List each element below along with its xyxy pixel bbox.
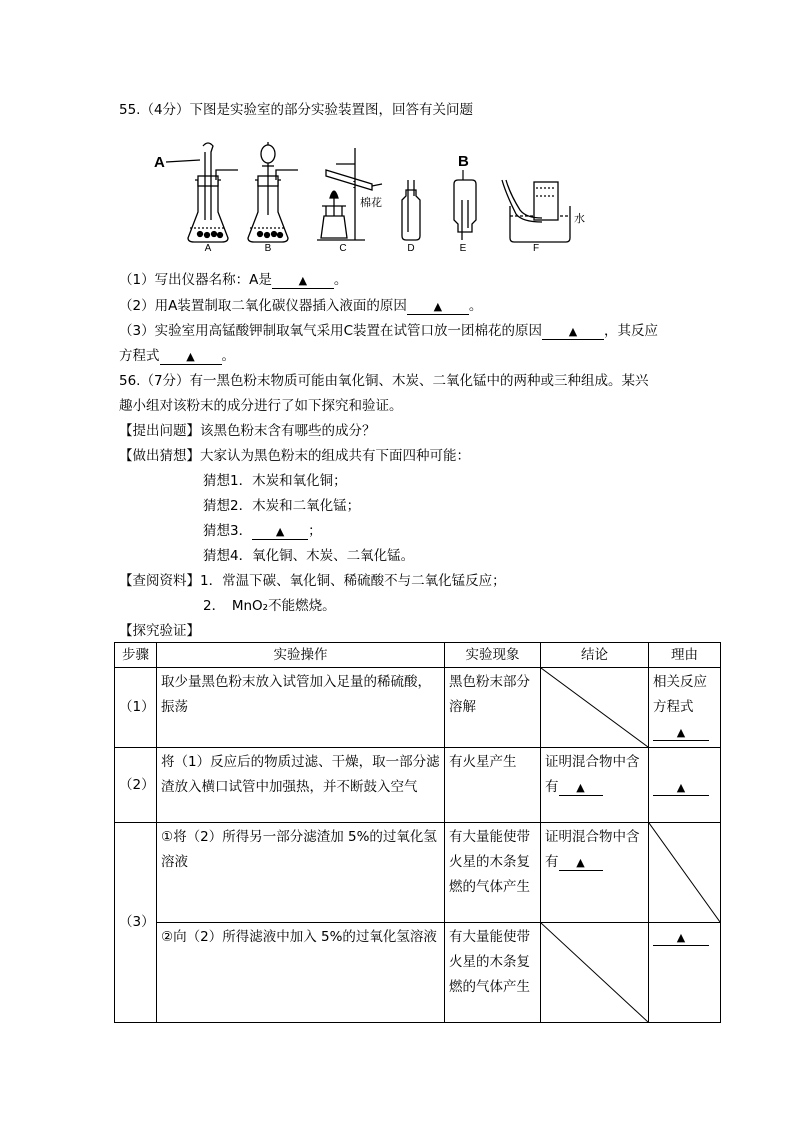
guess-2: 猜想2．木炭和二氧化锰； (203, 498, 361, 514)
table-row (115, 668, 721, 748)
q56-intro-line2: 趣小组对该粉末的成分进行了如下探究和验证。 (119, 398, 403, 414)
answer-blank[interactable]: ▲ (653, 725, 709, 741)
q56-hypothesis-head: 【做出猜想】大家认为黑色粉末的组成共有下面四种可能： (119, 448, 470, 464)
q56-intro-line1: 56.（7分）有一黑色粉末物质可能由氧化铜、木炭、二氧化锰中的两种或三种组成。某兴 (119, 373, 649, 389)
q56-question: 【提出问题】该黑色粉末含有哪些的成分？ (119, 423, 376, 439)
cotton-label: 棉花 (360, 196, 382, 209)
step-cell: （2） (115, 748, 157, 823)
pointer-b-label: B (458, 153, 469, 170)
q55-part1: （1）写出仪器名称：A是 ▲ 。 (119, 272, 348, 288)
experiment-table (114, 642, 721, 1023)
header-step: 步骤 (115, 643, 157, 668)
info-2: 2． MnO₂不能燃烧。 (203, 598, 336, 614)
info-1: 【查阅资料】1．常温下碳、氧化铜、稀硫酸不与二氧化锰反应； (119, 573, 506, 589)
header-reason: 理由 (649, 643, 721, 668)
apparatus-a (188, 143, 238, 242)
step-cell: （1） (115, 668, 157, 748)
answer-blank[interactable]: ▲ (653, 780, 709, 796)
operation-cell: ②向（2）所得滤液中加入 5%的过氧化氢溶液 (157, 923, 445, 1023)
apparatus-label-e: E (459, 243, 467, 252)
table-row (115, 923, 721, 1023)
operation-cell: ①将（2）所得另一部分滤渣加 5%的过氧化氢溶液 (157, 823, 445, 923)
operation-cell: 取少量黑色粉末放入试管加入足量的稀硫酸，振荡 (157, 668, 445, 748)
q55-part3: （3）实验室用高锰酸钾制取氧气采用C装置在试管口放一团棉花的原因 ▲ ，其反应 (119, 323, 659, 339)
table-row (115, 823, 721, 923)
table-header-row (115, 643, 721, 668)
q55-part3-line2: 方程式 ▲ 。 (119, 348, 235, 364)
answer-blank[interactable]: ▲ (559, 855, 603, 871)
apparatus-label-d: D (407, 243, 415, 252)
answer-blank[interactable]: ▲ (407, 299, 469, 315)
apparatus-label-b: B (264, 243, 272, 252)
apparatus-label-a: A (204, 243, 212, 252)
header-operation: 实验操作 (157, 643, 445, 668)
conclusion-cell: 证明混合物中含有 ▲ (541, 823, 649, 923)
pointer-a-label: A (154, 154, 165, 171)
phenomenon-cell: 有大量能使带火星的木条复燃的气体产生 (445, 823, 541, 923)
reason-cell: 相关反应方程式 ▲ (649, 668, 721, 748)
answer-blank[interactable]: ▲ (252, 524, 308, 540)
q55-intro: 55.（4分）下图是实验室的部分实验装置图，回答有关问题 (119, 102, 474, 118)
conclusion-cell: 证明混合物中含有 ▲ (541, 748, 649, 823)
apparatus-letters (205, 243, 539, 252)
q55-part2: （2）用A装置制取二氧化碳仪器插入液面的原因 ▲ 。 (119, 298, 483, 314)
empty-diagonal-cell (649, 823, 721, 923)
apparatus-figure (150, 140, 590, 252)
phenomenon-cell: 有大量能使带火星的木条复燃的气体产生 (445, 923, 541, 1023)
water-label: 水 (574, 212, 585, 225)
step-cell: （3） (115, 823, 157, 1023)
empty-diagonal-cell (541, 668, 649, 748)
apparatus-e (454, 180, 476, 240)
apparatus-f (502, 180, 570, 242)
answer-blank[interactable]: ▲ (559, 780, 603, 796)
apparatus-c (317, 148, 382, 240)
guess-3: 猜想3． ▲ ； (203, 523, 322, 539)
reason-cell (649, 748, 721, 823)
answer-blank[interactable]: ▲ (160, 349, 222, 365)
reason-cell (649, 923, 721, 1023)
q55-part1-prefix: （1）写出仪器名称：A是 (119, 272, 272, 288)
guess-1: 猜想1．木炭和氧化铜； (203, 473, 347, 489)
phenomenon-cell: 黑色粉末部分溶解 (445, 668, 541, 748)
table-row (115, 748, 721, 823)
header-conclusion: 结论 (541, 643, 649, 668)
apparatus-label-f: F (532, 243, 540, 252)
empty-diagonal-cell (541, 923, 649, 1023)
guess-4: 猜想4．氧化铜、木炭、二氧化锰。 (203, 548, 415, 564)
answer-blank[interactable]: ▲ (542, 324, 604, 340)
header-phenomenon: 实验现象 (445, 643, 541, 668)
answer-blank[interactable]: ▲ (272, 273, 334, 289)
q55-part2-prefix: （2）用A装置制取二氧化碳仪器插入液面的原因 (119, 298, 407, 314)
answer-blank[interactable]: ▲ (653, 930, 709, 946)
q55-part3-prefix: （3）实验室用高锰酸钾制取氧气采用C装置在试管口放一团棉花的原因 (119, 323, 543, 339)
apparatus-d (402, 180, 420, 240)
phenomenon-cell: 有火星产生 (445, 748, 541, 823)
apparatus-label-c: C (339, 243, 347, 252)
verify-head: 【探究验证】 (119, 623, 200, 639)
operation-cell: 将（1）反应后的物质过滤、干燥，取一部分滤渣放入横口试管中加强热，并不断鼓入空气 (157, 748, 445, 823)
apparatus-b (248, 142, 298, 242)
